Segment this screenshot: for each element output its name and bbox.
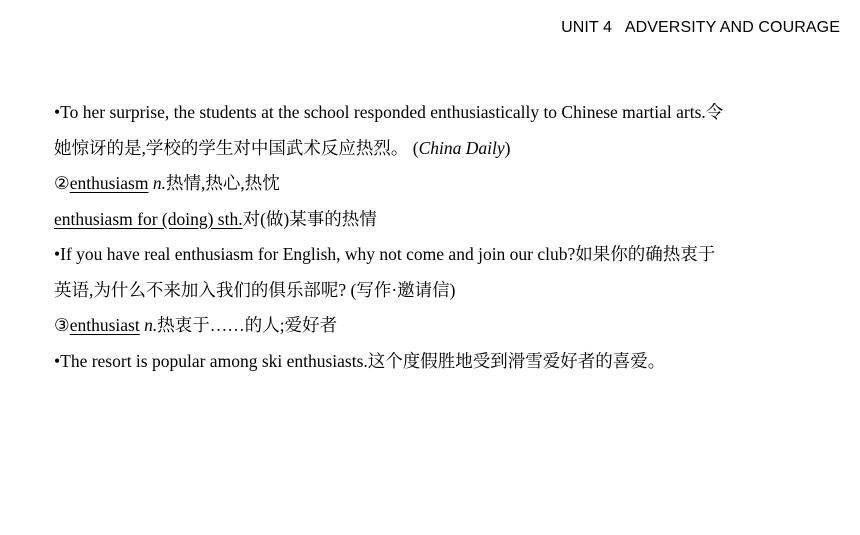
part-of-speech: n. [152, 173, 166, 193]
example-sentence-en: •To her surprise, the students at the school responded enthusiastically to Chinese martial arts.令 [54, 102, 724, 122]
example-translation: 英语,为什么不来加入我们的俱乐部呢? (写作·邀请信) [54, 279, 456, 300]
phrase: enthusiasm for (doing) sth. [54, 208, 243, 229]
vocabulary-content [54, 98, 814, 382]
phrase-meaning: 对(做)某事的热情 [242, 208, 377, 229]
headword: enthusiasm [69, 173, 149, 193]
unit-header: UNIT 4 ADVERSITY AND COURAGE [561, 19, 840, 36]
word-entry-enthusiast [54, 311, 814, 347]
source-citation: China Daily [418, 137, 505, 158]
headword: enthusiast [69, 315, 140, 335]
entry-number: ③ [54, 315, 70, 335]
closing-paren: ) [504, 137, 511, 158]
phrase-entry [54, 205, 814, 241]
definition: 热衷于……的人;爱好者 [157, 315, 338, 335]
example-sentence-en: •If you have real enthusiasm for English, why not come and join our club?如果你的确热衷于 [54, 244, 716, 264]
example-sentence-en: •The resort is popular among ski enthusiasts.这个度假胜地受到滑雪爱好者的喜爱。 [54, 350, 666, 371]
example-translation-line [54, 134, 814, 170]
translation-text: 她惊讶的是,学校的学生对中国武术反应热烈。 ( [54, 137, 419, 158]
word-entry-enthusiasm [54, 169, 814, 205]
entry-number: ② [54, 173, 70, 193]
part-of-speech: n. [144, 315, 158, 335]
definition: 热情,热心,热忱 [165, 173, 280, 193]
